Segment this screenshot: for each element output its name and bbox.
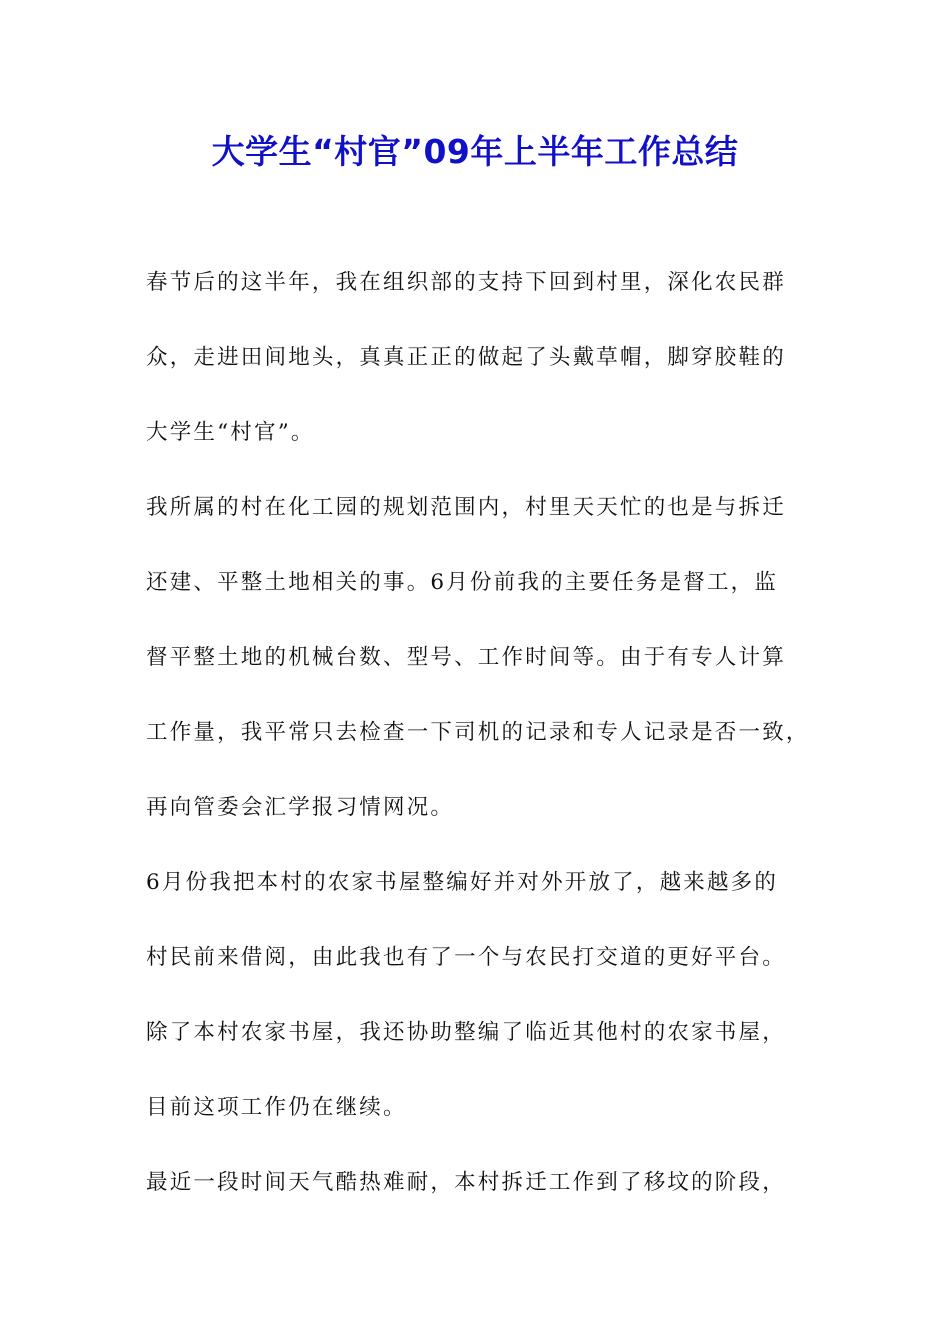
paragraph-line: 众，走进田间地头，真真正正的做起了头戴草帽，脚穿胶鞋的 [146,345,786,370]
paragraph-line: 还建、平整土地相关的事。6月份前我的主要任务是督工，监 [146,570,779,595]
paragraph-line: 春节后的这半年，我在组织部的支持下回到村里，深化农民群 [146,270,786,295]
paragraph-line: 6月份我把本村的农家书屋整编好并对外开放了，越来越多的 [146,870,779,895]
paragraph-line: 最近一段时间天气酷热难耐，本村拆迁工作到了移坟的阶段， [146,1170,786,1195]
paragraph-line: 督平整土地的机械台数、型号、工作时间等。由于有专人计算 [146,645,786,670]
paragraph-line: 我所属的村在化工园的规划范围内，村里天天忙的也是与拆迁 [146,495,786,520]
paragraph-line: 除了本村农家书屋，我还协助整编了临近其他村的农家书屋， [146,1020,786,1045]
paragraph-line: 大学生“村官”。 [146,420,315,445]
paragraph-line: 工作量，我平常只去检查一下司机的记录和专人记录是否一致， [146,720,810,745]
document-title: 大学生“村官”09年上半年工作总结 [211,132,739,171]
paragraph-line: 村民前来借阅，由此我也有了一个与农民打交道的更好平台。 [146,945,786,970]
paragraph-line: 目前这项工作仍在继续。 [146,1095,407,1120]
paragraph-line: 再向管委会汇学报习情网况。 [146,795,455,820]
